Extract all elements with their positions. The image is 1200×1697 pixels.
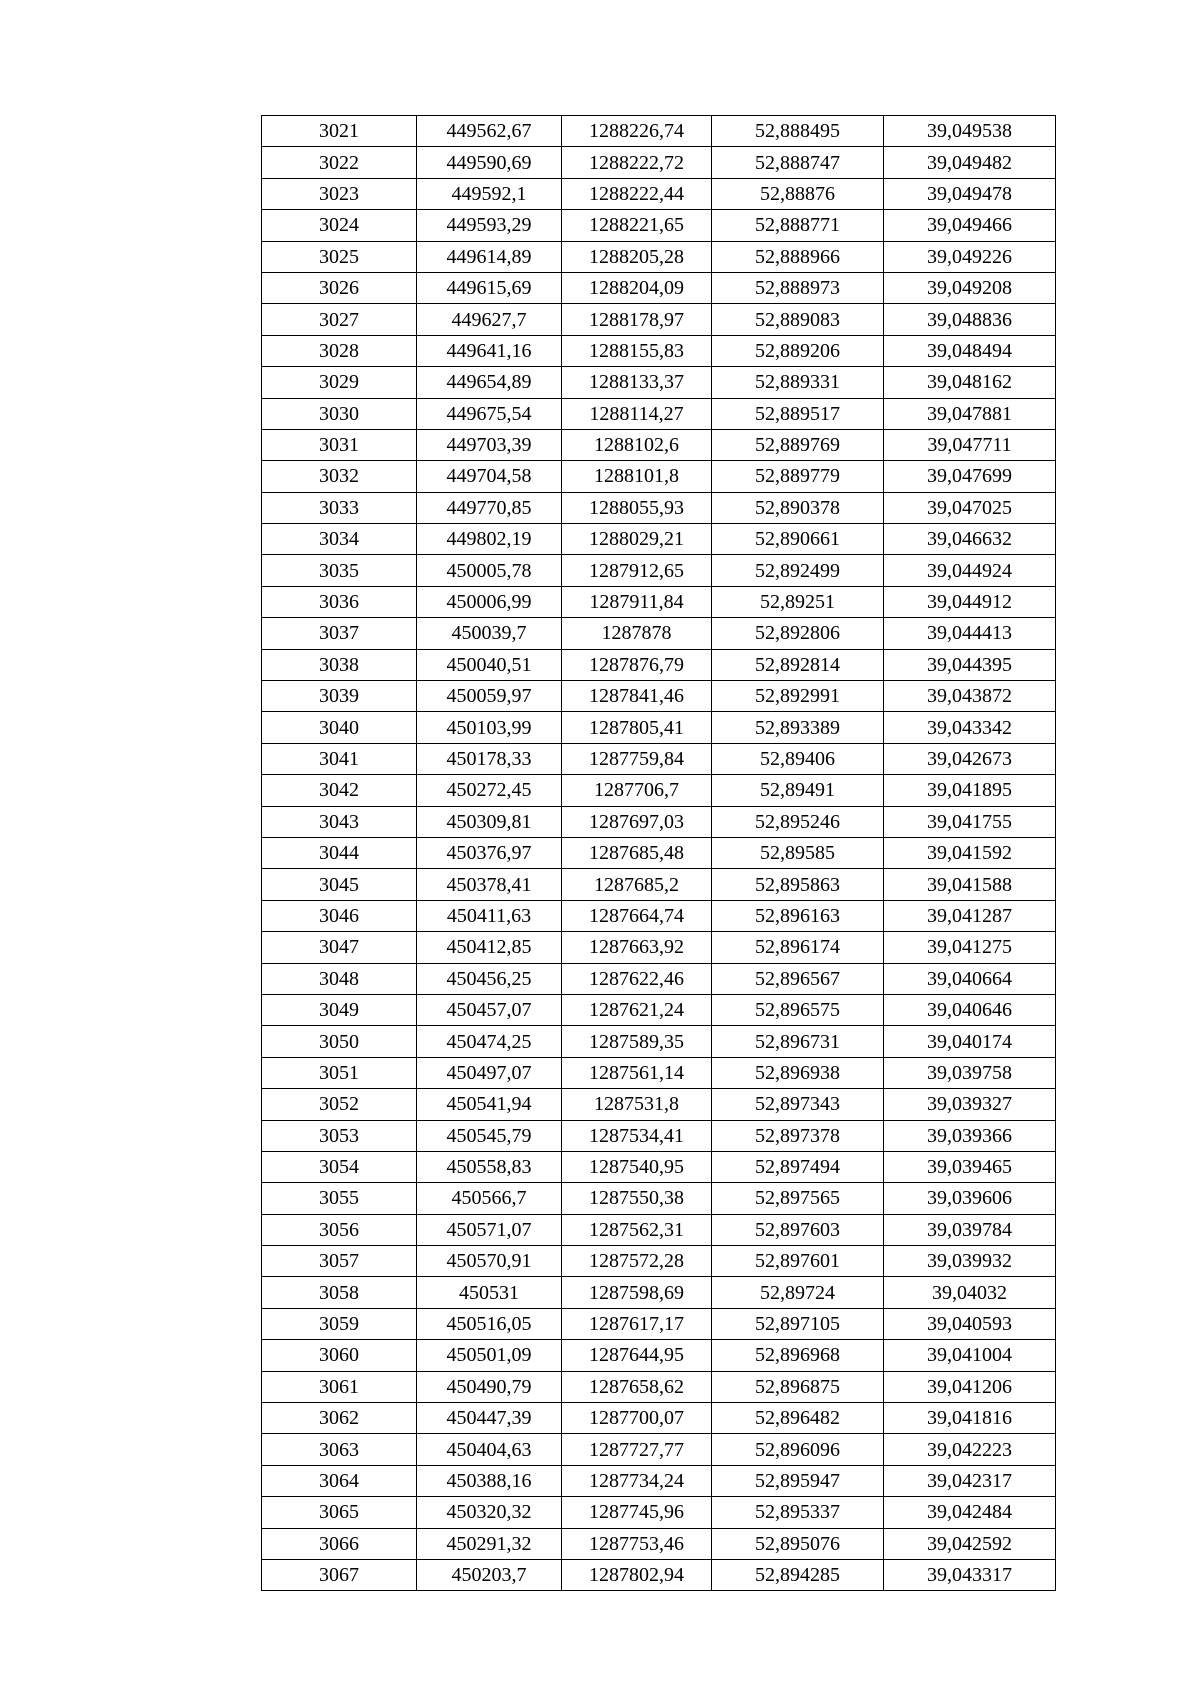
longitude-cell: 39,043342	[884, 712, 1056, 743]
latitude-cell: 52,895863	[712, 869, 884, 900]
longitude-cell: 39,049208	[884, 272, 1056, 303]
latitude-cell: 52,88876	[712, 178, 884, 209]
y-coordinate-cell: 1288102,6	[562, 429, 712, 460]
table-row	[262, 1434, 1056, 1465]
y-coordinate-cell: 1288222,72	[562, 147, 712, 178]
coordinates-table	[261, 115, 1056, 1591]
longitude-cell: 39,049226	[884, 241, 1056, 272]
table-row	[262, 1183, 1056, 1214]
longitude-cell: 39,040174	[884, 1026, 1056, 1057]
latitude-cell: 52,892499	[712, 555, 884, 586]
longitude-cell: 39,040593	[884, 1308, 1056, 1339]
longitude-cell: 39,047025	[884, 492, 1056, 523]
x-coordinate-cell: 450490,79	[417, 1371, 562, 1402]
latitude-cell: 52,889331	[712, 367, 884, 398]
latitude-cell: 52,897494	[712, 1151, 884, 1182]
latitude-cell: 52,890378	[712, 492, 884, 523]
y-coordinate-cell: 1288222,44	[562, 178, 712, 209]
x-coordinate-cell: 450457,07	[417, 994, 562, 1025]
table-row	[262, 524, 1056, 555]
x-coordinate-cell: 449627,7	[417, 304, 562, 335]
table-row	[262, 1497, 1056, 1528]
longitude-cell: 39,048494	[884, 335, 1056, 366]
latitude-cell: 52,888771	[712, 210, 884, 241]
point-number-cell: 3027	[262, 304, 417, 335]
latitude-cell: 52,89585	[712, 837, 884, 868]
y-coordinate-cell: 1287534,41	[562, 1120, 712, 1151]
x-coordinate-cell: 450291,32	[417, 1528, 562, 1559]
point-number-cell: 3064	[262, 1465, 417, 1496]
longitude-cell: 39,047711	[884, 429, 1056, 460]
x-coordinate-cell: 449641,16	[417, 335, 562, 366]
point-number-cell: 3059	[262, 1308, 417, 1339]
table-row	[262, 1340, 1056, 1371]
point-number-cell: 3044	[262, 837, 417, 868]
point-number-cell: 3065	[262, 1497, 417, 1528]
x-coordinate-cell: 450456,25	[417, 963, 562, 994]
point-number-cell: 3040	[262, 712, 417, 743]
point-number-cell: 3066	[262, 1528, 417, 1559]
x-coordinate-cell: 450516,05	[417, 1308, 562, 1339]
x-coordinate-cell: 449770,85	[417, 492, 562, 523]
latitude-cell: 52,892814	[712, 649, 884, 680]
point-number-cell: 3036	[262, 586, 417, 617]
latitude-cell: 52,897343	[712, 1089, 884, 1120]
x-coordinate-cell: 450541,94	[417, 1089, 562, 1120]
table-row	[262, 210, 1056, 241]
longitude-cell: 39,049538	[884, 116, 1056, 147]
x-coordinate-cell: 449614,89	[417, 241, 562, 272]
point-number-cell: 3042	[262, 775, 417, 806]
x-coordinate-cell: 450545,79	[417, 1120, 562, 1151]
x-coordinate-cell: 449704,58	[417, 461, 562, 492]
table-row	[262, 1151, 1056, 1182]
longitude-cell: 39,044395	[884, 649, 1056, 680]
y-coordinate-cell: 1288205,28	[562, 241, 712, 272]
latitude-cell: 52,89406	[712, 743, 884, 774]
y-coordinate-cell: 1287706,7	[562, 775, 712, 806]
point-number-cell: 3034	[262, 524, 417, 555]
table-row	[262, 1057, 1056, 1088]
table-row	[262, 147, 1056, 178]
point-number-cell: 3024	[262, 210, 417, 241]
longitude-cell: 39,039784	[884, 1214, 1056, 1245]
latitude-cell: 52,897565	[712, 1183, 884, 1214]
latitude-cell: 52,888973	[712, 272, 884, 303]
latitude-cell: 52,889206	[712, 335, 884, 366]
x-coordinate-cell: 450040,51	[417, 649, 562, 680]
y-coordinate-cell: 1288133,37	[562, 367, 712, 398]
y-coordinate-cell: 1287802,94	[562, 1559, 712, 1590]
point-number-cell: 3038	[262, 649, 417, 680]
longitude-cell: 39,04032	[884, 1277, 1056, 1308]
point-number-cell: 3067	[262, 1559, 417, 1590]
point-number-cell: 3030	[262, 398, 417, 429]
table-row	[262, 1120, 1056, 1151]
latitude-cell: 52,893389	[712, 712, 884, 743]
x-coordinate-cell: 450006,99	[417, 586, 562, 617]
y-coordinate-cell: 1288221,65	[562, 210, 712, 241]
longitude-cell: 39,044912	[884, 586, 1056, 617]
table-row	[262, 241, 1056, 272]
point-number-cell: 3023	[262, 178, 417, 209]
table-row	[262, 1403, 1056, 1434]
table-row	[262, 586, 1056, 617]
y-coordinate-cell: 1287685,48	[562, 837, 712, 868]
x-coordinate-cell: 450320,32	[417, 1497, 562, 1528]
latitude-cell: 52,892991	[712, 681, 884, 712]
point-number-cell: 3062	[262, 1403, 417, 1434]
latitude-cell: 52,896567	[712, 963, 884, 994]
y-coordinate-cell: 1287878	[562, 618, 712, 649]
latitude-cell: 52,895947	[712, 1465, 884, 1496]
table-row	[262, 837, 1056, 868]
y-coordinate-cell: 1287753,46	[562, 1528, 712, 1559]
y-coordinate-cell: 1288055,93	[562, 492, 712, 523]
y-coordinate-cell: 1287759,84	[562, 743, 712, 774]
longitude-cell: 39,049478	[884, 178, 1056, 209]
y-coordinate-cell: 1287727,77	[562, 1434, 712, 1465]
point-number-cell: 3055	[262, 1183, 417, 1214]
x-coordinate-cell: 450103,99	[417, 712, 562, 743]
x-coordinate-cell: 450404,63	[417, 1434, 562, 1465]
point-number-cell: 3028	[262, 335, 417, 366]
table-row	[262, 963, 1056, 994]
longitude-cell: 39,039932	[884, 1246, 1056, 1277]
longitude-cell: 39,041588	[884, 869, 1056, 900]
point-number-cell: 3061	[262, 1371, 417, 1402]
y-coordinate-cell: 1287622,46	[562, 963, 712, 994]
x-coordinate-cell: 449592,1	[417, 178, 562, 209]
longitude-cell: 39,041816	[884, 1403, 1056, 1434]
latitude-cell: 52,896163	[712, 900, 884, 931]
longitude-cell: 39,044413	[884, 618, 1056, 649]
x-coordinate-cell: 450501,09	[417, 1340, 562, 1371]
x-coordinate-cell: 450497,07	[417, 1057, 562, 1088]
longitude-cell: 39,047699	[884, 461, 1056, 492]
longitude-cell: 39,039758	[884, 1057, 1056, 1088]
longitude-cell: 39,039465	[884, 1151, 1056, 1182]
y-coordinate-cell: 1287589,35	[562, 1026, 712, 1057]
y-coordinate-cell: 1287531,8	[562, 1089, 712, 1120]
x-coordinate-cell: 450411,63	[417, 900, 562, 931]
latitude-cell: 52,892806	[712, 618, 884, 649]
y-coordinate-cell: 1288029,21	[562, 524, 712, 555]
x-coordinate-cell: 449562,67	[417, 116, 562, 147]
x-coordinate-cell: 449675,54	[417, 398, 562, 429]
latitude-cell: 52,896968	[712, 1340, 884, 1371]
table-row	[262, 994, 1056, 1025]
point-number-cell: 3022	[262, 147, 417, 178]
latitude-cell: 52,889779	[712, 461, 884, 492]
table-row	[262, 1089, 1056, 1120]
y-coordinate-cell: 1287561,14	[562, 1057, 712, 1088]
table-row	[262, 806, 1056, 837]
table-row	[262, 178, 1056, 209]
point-number-cell: 3060	[262, 1340, 417, 1371]
table-row	[262, 1465, 1056, 1496]
table-row	[262, 492, 1056, 523]
point-number-cell: 3041	[262, 743, 417, 774]
longitude-cell: 39,042592	[884, 1528, 1056, 1559]
x-coordinate-cell: 450378,41	[417, 869, 562, 900]
latitude-cell: 52,895076	[712, 1528, 884, 1559]
longitude-cell: 39,042484	[884, 1497, 1056, 1528]
point-number-cell: 3057	[262, 1246, 417, 1277]
point-number-cell: 3058	[262, 1277, 417, 1308]
table-row	[262, 335, 1056, 366]
table-body	[262, 116, 1056, 1591]
table-row	[262, 743, 1056, 774]
latitude-cell: 52,888495	[712, 116, 884, 147]
longitude-cell: 39,041287	[884, 900, 1056, 931]
x-coordinate-cell: 449593,29	[417, 210, 562, 241]
point-number-cell: 3048	[262, 963, 417, 994]
latitude-cell: 52,888966	[712, 241, 884, 272]
latitude-cell: 52,888747	[712, 147, 884, 178]
latitude-cell: 52,89491	[712, 775, 884, 806]
table-row	[262, 1246, 1056, 1277]
y-coordinate-cell: 1287617,17	[562, 1308, 712, 1339]
latitude-cell: 52,896482	[712, 1403, 884, 1434]
table-row	[262, 272, 1056, 303]
x-coordinate-cell: 450558,83	[417, 1151, 562, 1182]
y-coordinate-cell: 1287700,07	[562, 1403, 712, 1434]
longitude-cell: 39,041895	[884, 775, 1056, 806]
point-number-cell: 3032	[262, 461, 417, 492]
x-coordinate-cell: 450178,33	[417, 743, 562, 774]
point-number-cell: 3049	[262, 994, 417, 1025]
latitude-cell: 52,889517	[712, 398, 884, 429]
table-row	[262, 304, 1056, 335]
longitude-cell: 39,041206	[884, 1371, 1056, 1402]
x-coordinate-cell: 450531	[417, 1277, 562, 1308]
x-coordinate-cell: 450447,39	[417, 1403, 562, 1434]
x-coordinate-cell: 450474,25	[417, 1026, 562, 1057]
longitude-cell: 39,043872	[884, 681, 1056, 712]
table-row	[262, 775, 1056, 806]
x-coordinate-cell: 450203,7	[417, 1559, 562, 1590]
longitude-cell: 39,041592	[884, 837, 1056, 868]
table-row	[262, 712, 1056, 743]
point-number-cell: 3046	[262, 900, 417, 931]
table-row	[262, 649, 1056, 680]
y-coordinate-cell: 1287912,65	[562, 555, 712, 586]
latitude-cell: 52,897603	[712, 1214, 884, 1245]
table-row	[262, 1371, 1056, 1402]
y-coordinate-cell: 1287621,24	[562, 994, 712, 1025]
point-number-cell: 3052	[262, 1089, 417, 1120]
latitude-cell: 52,895337	[712, 1497, 884, 1528]
x-coordinate-cell: 449590,69	[417, 147, 562, 178]
y-coordinate-cell: 1287663,92	[562, 932, 712, 963]
latitude-cell: 52,897601	[712, 1246, 884, 1277]
x-coordinate-cell: 449654,89	[417, 367, 562, 398]
latitude-cell: 52,89724	[712, 1277, 884, 1308]
y-coordinate-cell: 1287697,03	[562, 806, 712, 837]
y-coordinate-cell: 1287734,24	[562, 1465, 712, 1496]
longitude-cell: 39,042223	[884, 1434, 1056, 1465]
table-row	[262, 1528, 1056, 1559]
longitude-cell: 39,048162	[884, 367, 1056, 398]
longitude-cell: 39,040646	[884, 994, 1056, 1025]
y-coordinate-cell: 1287644,95	[562, 1340, 712, 1371]
longitude-cell: 39,049482	[884, 147, 1056, 178]
y-coordinate-cell: 1287658,62	[562, 1371, 712, 1402]
point-number-cell: 3051	[262, 1057, 417, 1088]
longitude-cell: 39,042673	[884, 743, 1056, 774]
table-row	[262, 681, 1056, 712]
y-coordinate-cell: 1287540,95	[562, 1151, 712, 1182]
longitude-cell: 39,048836	[884, 304, 1056, 335]
x-coordinate-cell: 450570,91	[417, 1246, 562, 1277]
y-coordinate-cell: 1287598,69	[562, 1277, 712, 1308]
y-coordinate-cell: 1287876,79	[562, 649, 712, 680]
longitude-cell: 39,042317	[884, 1465, 1056, 1496]
table-row	[262, 1308, 1056, 1339]
table-row	[262, 869, 1056, 900]
longitude-cell: 39,041004	[884, 1340, 1056, 1371]
x-coordinate-cell: 450272,45	[417, 775, 562, 806]
x-coordinate-cell: 450059,97	[417, 681, 562, 712]
x-coordinate-cell: 450309,81	[417, 806, 562, 837]
longitude-cell: 39,039606	[884, 1183, 1056, 1214]
y-coordinate-cell: 1288226,74	[562, 116, 712, 147]
longitude-cell: 39,039366	[884, 1120, 1056, 1151]
y-coordinate-cell: 1288114,27	[562, 398, 712, 429]
table-row	[262, 116, 1056, 147]
y-coordinate-cell: 1287745,96	[562, 1497, 712, 1528]
x-coordinate-cell: 450005,78	[417, 555, 562, 586]
point-number-cell: 3039	[262, 681, 417, 712]
y-coordinate-cell: 1287572,28	[562, 1246, 712, 1277]
latitude-cell: 52,890661	[712, 524, 884, 555]
table-row	[262, 367, 1056, 398]
y-coordinate-cell: 1288101,8	[562, 461, 712, 492]
longitude-cell: 39,041755	[884, 806, 1056, 837]
y-coordinate-cell: 1287685,2	[562, 869, 712, 900]
y-coordinate-cell: 1288155,83	[562, 335, 712, 366]
latitude-cell: 52,889083	[712, 304, 884, 335]
table-row	[262, 1214, 1056, 1245]
point-number-cell: 3053	[262, 1120, 417, 1151]
x-coordinate-cell: 449703,39	[417, 429, 562, 460]
longitude-cell: 39,043317	[884, 1559, 1056, 1590]
y-coordinate-cell: 1287562,31	[562, 1214, 712, 1245]
latitude-cell: 52,896938	[712, 1057, 884, 1088]
x-coordinate-cell: 449615,69	[417, 272, 562, 303]
x-coordinate-cell: 450388,16	[417, 1465, 562, 1496]
longitude-cell: 39,047881	[884, 398, 1056, 429]
point-number-cell: 3037	[262, 618, 417, 649]
point-number-cell: 3021	[262, 116, 417, 147]
x-coordinate-cell: 449802,19	[417, 524, 562, 555]
point-number-cell: 3050	[262, 1026, 417, 1057]
x-coordinate-cell: 450376,97	[417, 837, 562, 868]
longitude-cell: 39,041275	[884, 932, 1056, 963]
longitude-cell: 39,046632	[884, 524, 1056, 555]
table-row	[262, 461, 1056, 492]
longitude-cell: 39,040664	[884, 963, 1056, 994]
table-row	[262, 429, 1056, 460]
table-row	[262, 618, 1056, 649]
x-coordinate-cell: 450566,7	[417, 1183, 562, 1214]
y-coordinate-cell: 1288178,97	[562, 304, 712, 335]
table-row	[262, 932, 1056, 963]
point-number-cell: 3029	[262, 367, 417, 398]
latitude-cell: 52,894285	[712, 1559, 884, 1590]
table-row	[262, 555, 1056, 586]
point-number-cell: 3025	[262, 241, 417, 272]
longitude-cell: 39,049466	[884, 210, 1056, 241]
y-coordinate-cell: 1287911,84	[562, 586, 712, 617]
table-row	[262, 398, 1056, 429]
y-coordinate-cell: 1287841,46	[562, 681, 712, 712]
point-number-cell: 3063	[262, 1434, 417, 1465]
table-row	[262, 1559, 1056, 1590]
latitude-cell: 52,89251	[712, 586, 884, 617]
x-coordinate-cell: 450571,07	[417, 1214, 562, 1245]
point-number-cell: 3056	[262, 1214, 417, 1245]
point-number-cell: 3043	[262, 806, 417, 837]
latitude-cell: 52,896875	[712, 1371, 884, 1402]
latitude-cell: 52,895246	[712, 806, 884, 837]
point-number-cell: 3045	[262, 869, 417, 900]
latitude-cell: 52,896731	[712, 1026, 884, 1057]
longitude-cell: 39,044924	[884, 555, 1056, 586]
point-number-cell: 3035	[262, 555, 417, 586]
point-number-cell: 3031	[262, 429, 417, 460]
point-number-cell: 3033	[262, 492, 417, 523]
point-number-cell: 3026	[262, 272, 417, 303]
table-row	[262, 1277, 1056, 1308]
latitude-cell: 52,896575	[712, 994, 884, 1025]
longitude-cell: 39,039327	[884, 1089, 1056, 1120]
latitude-cell: 52,897105	[712, 1308, 884, 1339]
x-coordinate-cell: 450412,85	[417, 932, 562, 963]
y-coordinate-cell: 1287805,41	[562, 712, 712, 743]
latitude-cell: 52,896174	[712, 932, 884, 963]
point-number-cell: 3047	[262, 932, 417, 963]
x-coordinate-cell: 450039,7	[417, 618, 562, 649]
y-coordinate-cell: 1287664,74	[562, 900, 712, 931]
table-row	[262, 1026, 1056, 1057]
y-coordinate-cell: 1288204,09	[562, 272, 712, 303]
table-row	[262, 900, 1056, 931]
point-number-cell: 3054	[262, 1151, 417, 1182]
y-coordinate-cell: 1287550,38	[562, 1183, 712, 1214]
latitude-cell: 52,889769	[712, 429, 884, 460]
latitude-cell: 52,896096	[712, 1434, 884, 1465]
latitude-cell: 52,897378	[712, 1120, 884, 1151]
